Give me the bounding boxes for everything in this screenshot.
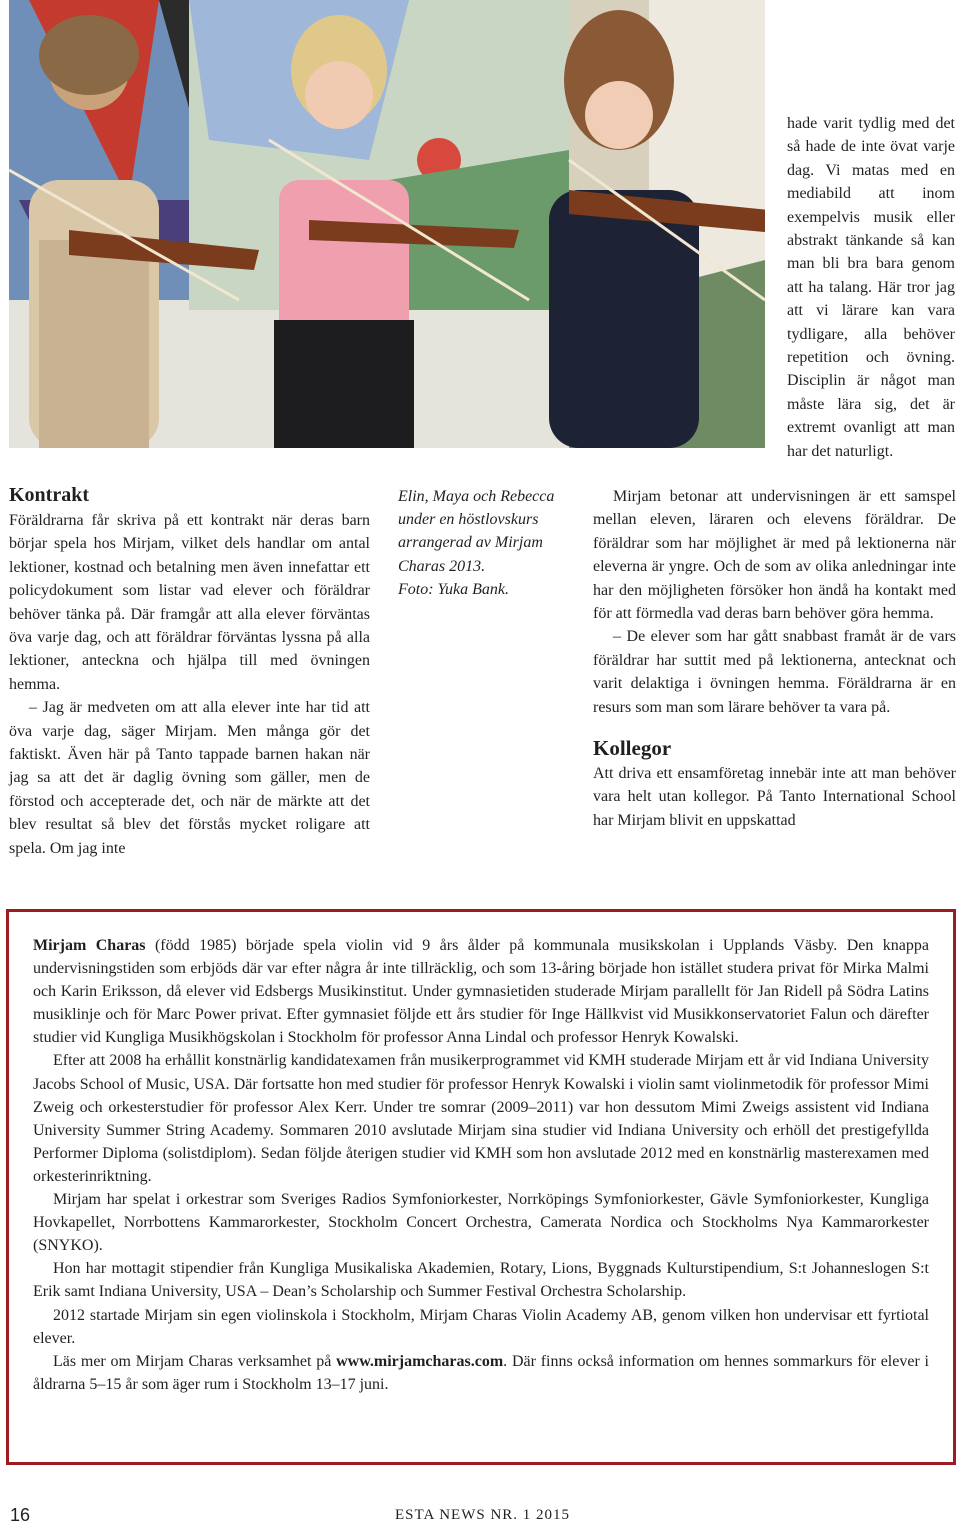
- bio-paragraph: Efter att 2008 ha erhållit konstnärlig kandidatexamen från musikerprogrammet vid KMH studerade Mirjam ett år vid Indiana University Jacobs School of Music, USA. Där fortsatte hon med studier för professor Henryk Kowalski i violin samt violinmetodik för professor Mimi Zweig och orkesterstudier för professor Alex Kerr. Under tre somrar (2009–2011) var hon dessutom Mimi Zweigs assistent vid Indiana University Summer String Academy. Sommaren 2010 avslutade Mirjam sina studier vid Indiana University och erhöll det prestigefyllda Performer Diploma (solistdiplom). Sedan följde återigen studier vid KMH som hon avslutade 2012 med en konstnärlig masterexamen med orkesterinriktning.: [33, 1052, 929, 1185]
- bio-paragraph: Hon har mottagit stipendier från Kungliga Musikaliska Akademien, Rotary, Lions, Byggnads Kulturstipendium, S:t Johanneslogen S:t Erik samt Indiana University, USA – Dean’s Scholarship och Summer Festival Orchestra Scholarship.: [33, 1260, 929, 1301]
- page-number: 16: [10, 1505, 31, 1525]
- bio-paragraph: [33, 934, 929, 1049]
- bio-paragraph: [33, 1350, 929, 1396]
- article-column-right: [593, 485, 956, 832]
- article-text-top-right: [787, 112, 955, 463]
- article-paragraph: Föräldrarna får skriva på ett kontrakt när deras barn börjar spela hos Mirjam, vilket dels handlar om antal lektioner, kostnad och betalning men även innefattar ett policydokument som listar vad elever och föräldrar behöver tänka på. Där framgår att alla elever förväntas öva varje dag, och att föräldrar förväntas lyssna på alla lektioner, anteckna och hjälpa till med övningen hemma.: [9, 512, 370, 693]
- photo-credit: Foto: Yuka Bank.: [398, 580, 509, 598]
- bio-paragraph: 2012 startade Mirjam sin egen violinskola i Stockholm, Mirjam Charas Violin Academy AB, genom vilken hon undervisar ett fyrtiotal elever.: [33, 1306, 929, 1347]
- article-paragraph: Att driva ett ensamföretag innebär inte att man behöver vara helt utan kollegor. På Tanto International School har Mirjam blivit en uppskattad: [593, 765, 956, 829]
- section-heading-kontrakt: Kontrakt: [9, 484, 89, 506]
- bio-name: Mirjam Charas: [33, 937, 146, 954]
- photo-girls-playing-violin: [9, 0, 765, 448]
- photo-caption: [398, 485, 583, 601]
- website-link[interactable]: www.mirjamcharas.com: [336, 1352, 504, 1370]
- article-paragraph: – De elever som har gått snabbast framåt är de vars föräldrar har suttit med på lektionerna, antecknat och varit delaktiga i övningen hemma. Föräldrarna är en resurs som man som lärare behöver ta vara på.: [593, 628, 956, 716]
- bio-paragraph: Mirjam har spelat i orkestrar som Sveriges Radios Symfoniorkester, Norrköpings Symfoniorkester, Gävle Symfoniorkester, Kungliga Hovkapellet, Norrbottens Kammarorkester, Stockholm Concert Orchestra, Camerata Nordica och Stockholms Nya Kammarorkester (SNYKO).: [33, 1191, 929, 1255]
- article-paragraph: Mirjam betonar att undervisningen är ett samspel mellan eleven, läraren och elevens föräldrar. De föräldrar som har möjlighet är med på lektionerna när eleverna är yngre. Och de som av olika anledningar inte har den möjligheten försöker hon ändå ha kontakt med för att förmedla vad deras barn behöver göra hemma.: [593, 488, 956, 623]
- bio-box: [6, 909, 956, 1465]
- bio-text: . Där finns också information om hennes sommarkurs för elever i åldrarna 5–15 år som äger rum i Stockholm 13–17 juni.: [33, 1352, 929, 1393]
- article-paragraph: – Jag är medveten om att alla elever inte har tid att öva varje dag, säger Mirjam. Men många gör det faktiskt. Även här på Tanto tappade barnen hakan när jag sa att det är daglig övning som gäller, men de förstod och accepterade det, och när de märkte att det blev resultat så blev det förstås mycket roligare att spela. Om jag inte: [9, 699, 370, 857]
- section-heading-kollegor: Kollegor: [593, 736, 672, 761]
- bio-text: Läs mer om Mirjam Charas verksamhet på: [53, 1352, 337, 1370]
- article-column-left: [9, 482, 370, 860]
- magazine-footer: ESTA NEWS NR. 1 2015: [395, 1507, 571, 1523]
- caption-text: Elin, Maya och Rebecca under en höstlovskurs arrangerad av Mirjam Charas 2013.: [398, 488, 555, 575]
- bio-text: (född 1985) började spela violin vid 9 års ålder på kommunala musikskolan i Upplands Väsby. Den knappa undervisningstiden som erbjöds där var efter några år inte tillräcklig, och som 13-åring började hon istället studera privat för Mirka Malmi och Karin Eriksson, då elever vid Edsbergs Musikinstitut. Under gymnasietiden studerade Mirjam parallellt för Jan Ridell på Södra Latins musiklinje och för Marc Power privat. Efter gymnasiet följde ett års studier för Inge Hällkvist vid Musikkonservatoriet Falun och därefter studier vid Kungliga Musikhögskolan i Stockholm för professor Anna Lindal och professor Henryk Kowalski.: [33, 937, 929, 1047]
- article-paragraph: hade varit tydlig med det så hade de inte övat varje dag. Vi matas med en mediabild att inom exempelvis musik eller abstrakt tänkande så kan man bli bra bara genom att ha talang. Här tror jag att vi lärare kan vara tydligare, alla behöver repetition och övning. Disciplin är något man måste lära sig, det är extremt ovanligt att man har det naturligt.: [787, 115, 955, 460]
